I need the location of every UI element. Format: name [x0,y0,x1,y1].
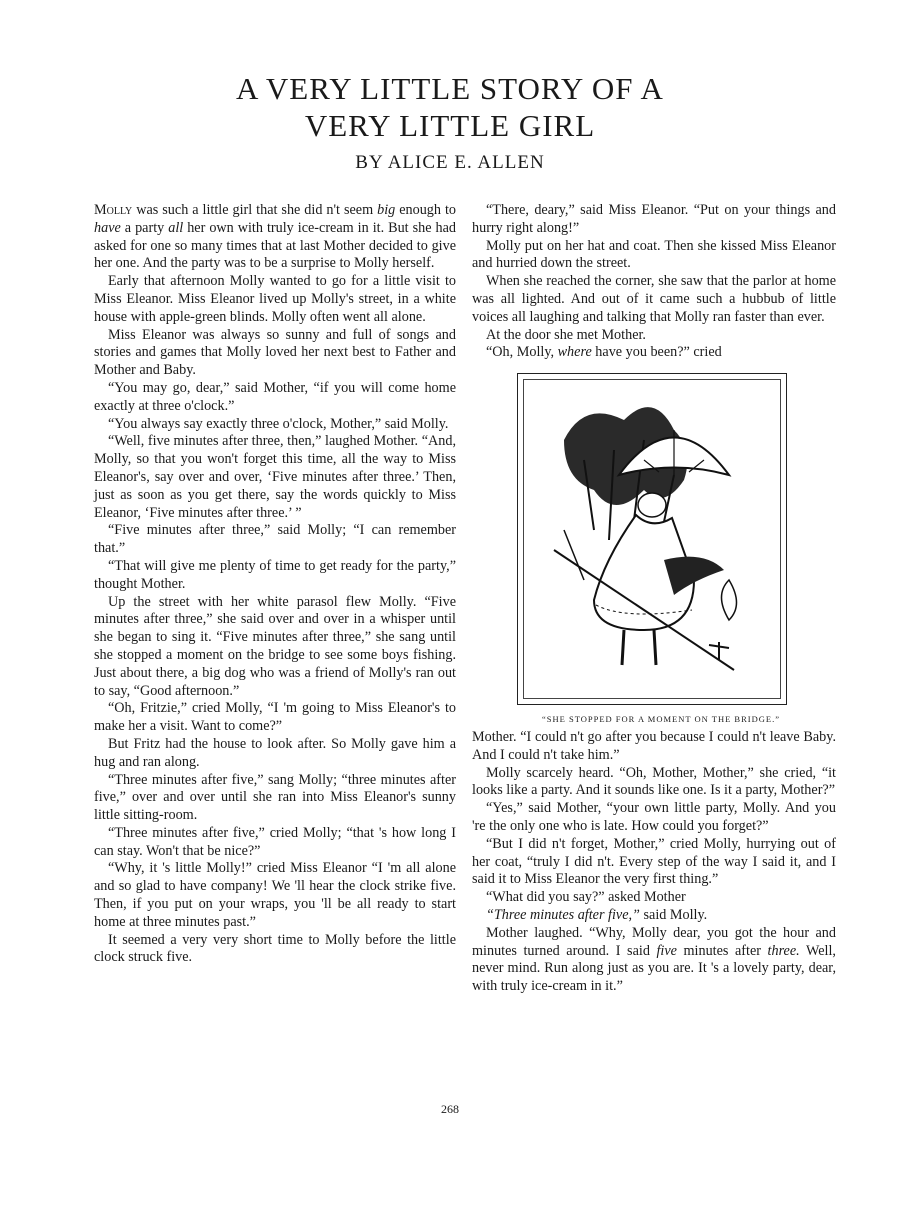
paragraph: “Why, it 's little Molly!” cried Miss Eleanor “I 'm all alone and so glad to have company! We 'll hear the clock strike five. Then, if you put on your wraps, you 'll be all ready to start home at three minutes past.” [94,860,456,930]
italic-run: all [168,219,184,236]
paragraph: At the door she met Mother. [486,326,646,343]
italic-run: three. [767,942,800,959]
paragraph: “Five minutes after three,” said Molly; “I can remember that.” [94,522,456,557]
paragraph [472,907,836,925]
paragraph: “There, deary,” said Miss Eleanor. “Put on your things and hurry right along!” [472,202,836,236]
paragraph: It seemed a very very short time to Molly before the little clock struck five. [94,931,456,966]
paragraph: But Fritz had the house to look after. So Molly gave him a hug and ran along. [94,735,456,770]
girl-legs [622,630,656,665]
paragraph: Miss Eleanor was always so sunny and full of songs and stories and games that Molly loved her next best to Father and Mother and Baby. [94,326,456,379]
page-number: 268 [441,1102,459,1116]
text-run: said Molly. [639,906,708,923]
right-column [472,202,836,996]
paragraph: “Well, five minutes after three, then,” laughed Mother. “And, Molly, so that you won't forget this time, all the way to Miss Eleanor's, say over and over, ‘Five minutes after three.’ Then, just as soon as you get there, say the words quickly to Miss Eleanor, ‘Five minutes after three.’ ” [94,433,456,521]
text-run: Mother laughed. “Why, Molly dear, you got the hour and minutes turned around. I said [472,924,836,959]
paragraph: “But I did n't forget, Mother,” cried Molly, hurrying out of her coat, “truly I did n't. Every step of the way I said it, and I said it to Miss Eleanor the very first thing.” [472,835,836,888]
left-column [94,202,456,967]
fishing-rod [564,530,584,580]
illustration [523,379,781,699]
paragraph: Early that afternoon Molly wanted to go for a little visit to Miss Eleanor. Miss Eleanor lived up Molly's street, in a white house with apple-green blinds. Molly often went all alone. [94,273,456,325]
text-run: “Oh, Molly, [486,344,558,361]
italic-run: “Three minutes after five,” [486,906,640,923]
paragraph: “Three minutes after five,” sang Molly; “three minutes after five,” over and over until she ran into Miss Eleanor's sunny little sitting-room. [94,771,456,824]
italic-run: big [377,202,396,218]
paragraph: “That will give me plenty of time to get ready for the party,” thought Mother. [94,557,456,592]
title-line-1: A VERY LITTLE STORY OF A [236,71,664,106]
paragraph: When she reached the corner, she saw that the parlor at home was all lighted. And out of it came such a hubbub of little voices all laughing and talking that Molly ran faster than ever. [472,273,836,325]
hammer-sign [709,642,729,660]
article-title [0,70,900,144]
paragraph: “You may go, dear,” said Mother, “if you will come home exactly at three o'clock.” [94,379,456,414]
paragraph: “What did you say?” asked Mother [486,889,686,906]
text-run: minutes after [676,942,768,959]
italic-run: five [656,942,677,959]
paragraph: Molly scarcely heard. “Oh, Mother, Mother,” she cried, “it looks like a party. And it sounds like one. Is it a party, Mother?” [472,764,836,799]
paragraph: “Three minutes after five,” cried Molly; “that 's how long I can stay. Won't that be nice?” [94,824,456,859]
paragraph: Molly put on her hat and coat. Then she kissed Miss Eleanor and hurried down the street. [472,237,836,272]
text-run: enough to [395,202,456,218]
figure-caption: “SHE STOPPED FOR A MOMENT ON THE BRIDGE.” [542,714,780,725]
paragraph [472,344,836,362]
italic-run: have [94,219,121,236]
paragraph: Up the street with her white parasol flew Molly. “Five minutes after three,” she said over and over in a whisper until she began to sing it. “Five minutes after three,” she sang until she stopped a moment on the bridge to see some boys fishing. Just about there, a big dog who was a friend of Molly's ran out to say, “Good afternoon.” [94,593,456,699]
girl-bonnet [638,493,666,517]
bridge-ornament [722,580,737,620]
paragraph [472,925,836,996]
paragraph: “Oh, Fritzie,” cried Molly, “I 'm going to Miss Eleanor's to make her a visit. Want to come?” [94,700,456,735]
title-line-2: VERY LITTLE GIRL [304,108,596,143]
text-run: Well, never mind. Run along just as you are. It 's a lovely party, dear, with truly ice-cream in it.” [472,942,836,995]
paragraph: “You always say exactly three o'clock, Mother,” said Molly. [108,415,449,432]
text-run: her own with truly ice-cream in it. But she had asked for one so many times that at last Mother decided to give her one. And the party was to be a surprise to Molly herself. [94,219,456,272]
paragraph: Mother. “I could n't go after you because I could n't leave Baby. And I could n't take him.” [472,728,836,763]
italic-run: where [557,344,592,361]
illustration-frame [517,373,787,705]
drop-word: Molly [94,202,133,218]
text-run: a party [120,219,169,236]
girl-with-parasol-illustration [524,380,780,698]
byline: BY ALICE E. ALLEN [355,152,545,173]
text-run: have you been?” cried [591,344,722,361]
paragraph: “Yes,” said Mother, “your own little party, Molly. And you 're the only one who is late. How could you forget?” [472,800,836,834]
text-run: was such a little girl that she did n't seem [132,202,378,218]
paragraph [94,202,456,273]
